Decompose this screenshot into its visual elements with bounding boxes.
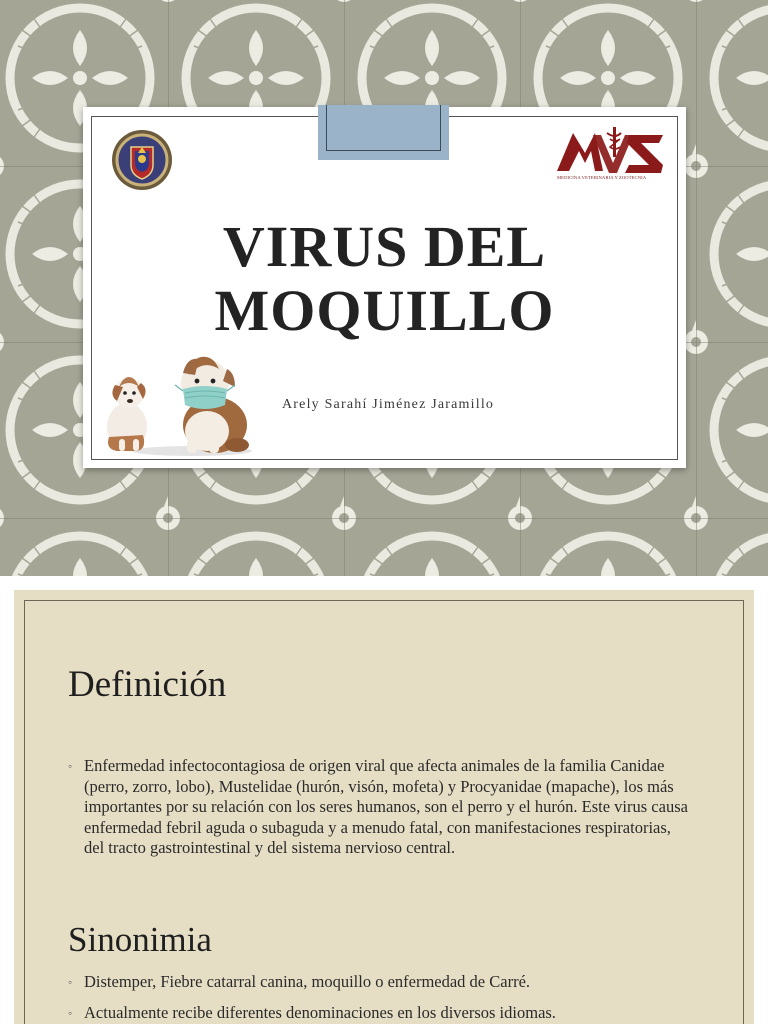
synonym-bullet-text: Actualmente recibe diferentes denominaciones en los diversos idiomas.	[84, 1002, 556, 1022]
author-name: Arely Sarahí Jiménez Jaramillo	[282, 397, 495, 412]
title-card	[83, 107, 686, 468]
university-seal-icon	[111, 129, 173, 191]
synonym-bullet-text: Distemper, Fiebre catarral canina, moquillo o enfermedad de Carré.	[84, 972, 531, 991]
definition-slide	[14, 590, 754, 1024]
title-line-1: VIRUS DEL	[222, 214, 547, 279]
synonym-bullet-list	[68, 972, 688, 1024]
definition-bullet-text: Enfermedad infectocontagiosa de origen viral que afecta animales de la familia Canidae (perro, zorro, lobo), Mustelidae (hurón, visón, mofeta) y Procyanidae (mapache), los más importantes por su relación con los seres humanos, son el perro y el hurón. Este virus causa enfermedad febril aguda o subaguda y a menudo fatal, con manifestaciones respiratorias, del tracto gastrointestinal y del sistema nervioso central.	[84, 756, 688, 858]
synonym-heading: Sinonimia	[68, 920, 212, 959]
presentation-title	[83, 215, 686, 343]
mvz-logo-icon	[555, 123, 667, 183]
definition-heading: Definición	[68, 664, 227, 705]
slide-separator	[0, 576, 768, 590]
decorative-tab	[318, 105, 449, 160]
puppies-with-mask-image	[97, 347, 259, 457]
title-line-2: MOQUILLO	[214, 278, 555, 343]
bullet-marker: ◦	[68, 759, 73, 773]
synonym-bullet	[68, 972, 688, 993]
synonym-bullet	[68, 1003, 688, 1024]
decorative-tab-frame	[326, 105, 441, 151]
definition-bullet-list	[68, 756, 688, 859]
logo-caption: MEDICINA VETERINARIA Y ZOOTECNIA	[557, 175, 647, 180]
bullet-marker: ◦	[68, 1005, 73, 1020]
definition-bullet	[68, 756, 688, 859]
bullet-marker: ◦	[68, 975, 73, 989]
